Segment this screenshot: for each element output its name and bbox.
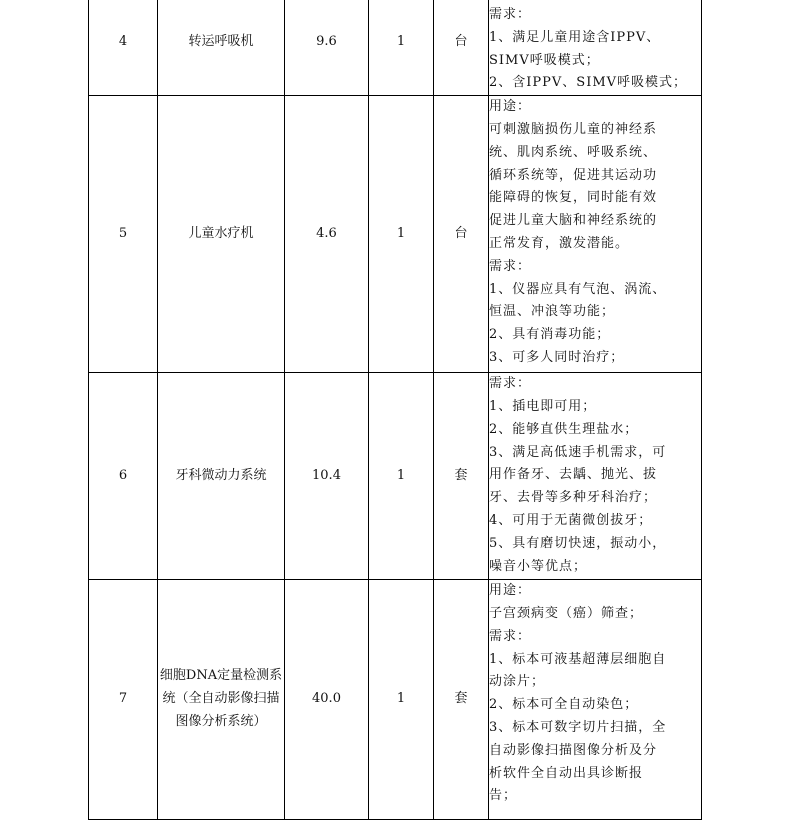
table-row (89, 0, 702, 96)
requirement-line: 正常发育，激发潜能。 (489, 235, 630, 251)
item-quantity: 1 (369, 373, 434, 580)
table-row (89, 580, 702, 820)
requirement-line: 循环系统等，促进其运动功 (489, 167, 658, 183)
requirement-line: 促进儿童大脑和神经系统的 (489, 213, 658, 229)
item-unit: 台 (434, 0, 489, 96)
requirement-line: 1、插电即可用； (489, 398, 597, 414)
item-price: 40.0 (285, 580, 369, 820)
item-requirements (489, 580, 702, 820)
requirement-line: 告； (489, 788, 518, 804)
item-number: 5 (89, 96, 158, 373)
requirement-line: 用途： (489, 99, 532, 115)
requirement-line: 动涂片； (489, 674, 546, 690)
requirement-line: 4、可用于无菌微创拔牙； (489, 512, 653, 528)
item-unit: 台 (434, 96, 489, 373)
requirement-line: 2、能够直供生理盐水； (489, 421, 639, 437)
requirement-line: 自动影像扫描图像分析及分 (489, 742, 658, 758)
item-number: 6 (89, 373, 158, 580)
equipment-spec-table (88, 0, 702, 820)
requirement-line: 恒温、冲浪等功能； (489, 304, 616, 320)
requirement-line: 3、可多人同时治疗； (489, 349, 625, 365)
item-requirements (489, 96, 702, 373)
item-name: 转运呼吸机 (158, 0, 285, 96)
item-quantity: 1 (369, 96, 434, 373)
item-price: 10.4 (285, 373, 369, 580)
requirement-line: 噪音小等优点； (489, 558, 588, 574)
requirement-line: 需求： (489, 7, 532, 22)
requirement-line: 用作备牙、去龋、抛光、拔 (489, 467, 658, 483)
requirement-line: 2、含IPPV、SIMV呼吸模式； (489, 75, 688, 91)
requirement-line: 3、标本可数字切片扫描，全 (489, 719, 667, 735)
requirement-line: 用途： (489, 583, 532, 599)
requirement-line: 需求： (489, 376, 532, 392)
requirement-line: 需求： (489, 258, 532, 274)
requirement-line: 能障碍的恢复，同时能有效 (489, 190, 658, 206)
item-name: 儿童水疗机 (158, 96, 285, 373)
item-name: 牙科微动力系统 (158, 373, 285, 580)
item-number: 4 (89, 0, 158, 96)
requirement-line: 可刺激脑损伤儿童的神经系 (489, 121, 658, 137)
requirement-line: 1、仪器应具有气泡、涡流、 (489, 281, 667, 297)
requirement-line: 1、满足儿童用途含IPPV、 (489, 29, 661, 45)
requirement-line: 统、肌肉系统、呼吸系统、 (489, 144, 658, 160)
requirement-line: 3、满足高低速手机需求，可 (489, 444, 667, 460)
requirement-line: 2、具有消毒功能； (489, 327, 611, 343)
requirement-line: 5、具有磨切快速，振动小， (489, 535, 667, 551)
table-row (89, 96, 702, 373)
item-unit: 套 (434, 373, 489, 580)
item-quantity: 1 (369, 580, 434, 820)
item-number: 7 (89, 580, 158, 820)
item-name: 细胞DNA定量检测系统（全自动影像扫描图像分析系统） (158, 580, 285, 820)
requirement-line: 1、标本可液基超薄层细胞自 (489, 651, 667, 667)
item-price: 4.6 (285, 96, 369, 373)
requirement-line: 需求： (489, 628, 532, 644)
item-requirements (489, 0, 702, 96)
requirement-line: 子宫颈病变（癌）筛查； (489, 605, 644, 621)
item-quantity: 1 (369, 0, 434, 96)
item-price: 9.6 (285, 0, 369, 96)
requirement-line: 析软件全自动出具诊断报 (489, 765, 644, 781)
item-unit: 套 (434, 580, 489, 820)
item-requirements (489, 373, 702, 580)
requirement-line: 牙、去骨等多种牙科治疗； (489, 490, 658, 506)
table-row (89, 373, 702, 580)
requirement-line: SIMV呼吸模式； (489, 52, 600, 68)
requirement-line: 2、标本可全自动染色； (489, 697, 639, 713)
